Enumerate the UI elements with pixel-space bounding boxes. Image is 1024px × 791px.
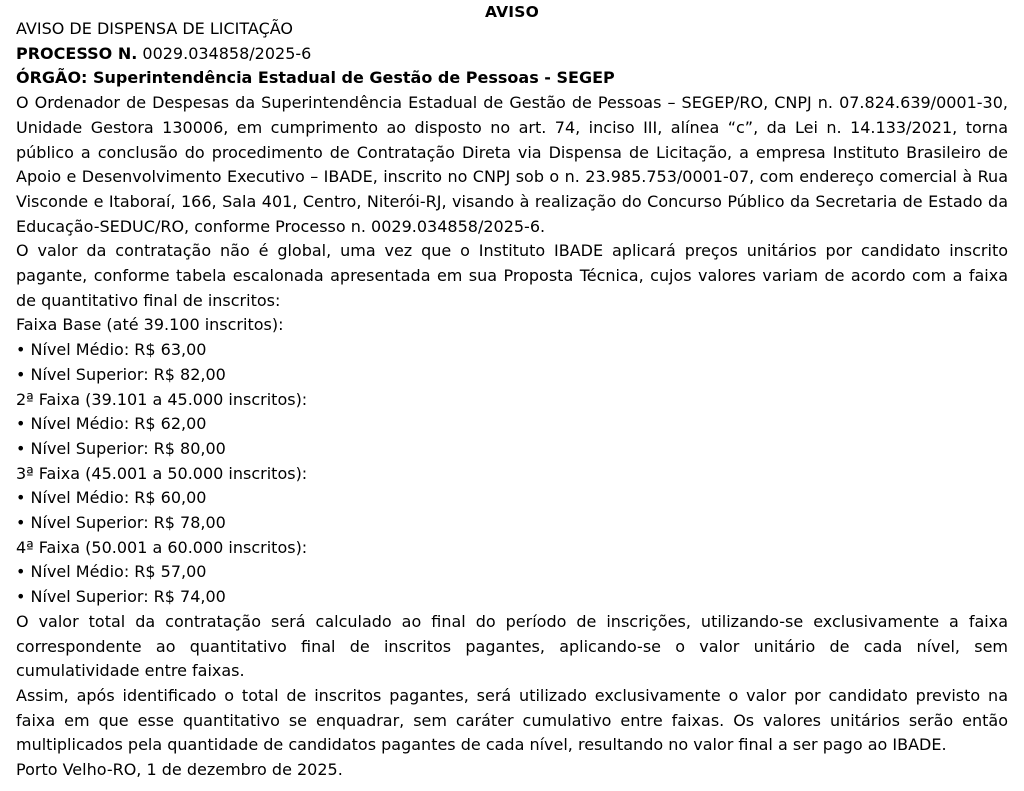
- tier-item-nivel-superior: • Nível Superior: R$ 82,00: [16, 364, 226, 384]
- tier-heading-faixa-4: 4ª Faixa (50.001 a 60.000 inscritos):: [16, 537, 308, 557]
- tier-item-nivel-superior: • Nível Superior: R$ 80,00: [16, 438, 226, 458]
- paragraph-criterio-faixa: Assim, após identificado o total de inscritos pagantes, será utilizado exclusivamente o valor por candidato previsto na faixa em que esse quantitativo se enquadrar, sem caráter cumulativo entre faixas. Os valores unitários serão então multiplicados pela quantidade de candidatos pagantes de cada nível, resultando no valor final a ser pago ao IBADE.: [16, 685, 1008, 755]
- paragraph-valor-total: O valor total da contratação será calculado ao final do período de inscrições, utilizando-se exclusivamente a faixa correspondente ao quantitativo final de inscritos pagantes, aplicando-se o valor unitário de cada nível, sem cumulatividade entre faixas.: [16, 611, 1008, 681]
- tier-item-nivel-medio: • Nível Médio: R$ 57,00: [16, 562, 207, 582]
- tier-heading-faixa-2: 2ª Faixa (39.101 a 45.000 inscritos):: [16, 389, 308, 409]
- processo-value: 0029.034858/2025-6: [137, 43, 312, 63]
- processo-label: PROCESSO N.: [16, 43, 138, 63]
- tier-item-nivel-superior: • Nível Superior: R$ 74,00: [16, 587, 226, 607]
- header-line-orgao: ÓRGÃO: Superintendência Estadual de Gestão de Pessoas - SEGEP: [16, 68, 615, 88]
- dateline: Porto Velho-RO, 1 de dezembro de 2025.: [16, 760, 343, 780]
- tier-item-nivel-medio: • Nível Médio: R$ 60,00: [16, 488, 207, 508]
- tier-heading-faixa-3: 3ª Faixa (45.001 a 50.000 inscritos):: [16, 463, 308, 483]
- tier-item-nivel-medio: • Nível Médio: R$ 63,00: [16, 340, 207, 360]
- header-line-processo: [16, 42, 1008, 67]
- tier-heading-faixa-base: Faixa Base (até 39.100 inscritos):: [16, 315, 284, 335]
- page-title: AVISO: [484, 3, 540, 17]
- tier-item-nivel-superior: • Nível Superior: R$ 78,00: [16, 513, 226, 533]
- paragraph-contratacao-direta: O Ordenador de Despesas da Superintendência Estadual de Gestão de Pessoas – SEGEP/RO, CNPJ n. 07.824.639/0001-30, Unidade Gestora 130006, em cumprimento ao disposto no art. 74, inciso III, alínea “c”, da Lei n. 14.133/2021, torna público a conclusão do procedimento de Contratação Direta via Dispensa de Licitação, a empresa Instituto Brasileiro de Apoio e Desenvolvimento Executivo – IBADE, inscrito no CNPJ sob o n. 23.985.753/0001-07, com endereço comercial à Rua Visconde e Itaboraí, 166, Sala 401, Centro, Niterói-RJ, visando à realização do Concurso Público da Secretaria de Estado da Educação-SEDUC/RO, conforme Processo n. 0029.034858/2025-6.: [16, 93, 1008, 236]
- paragraph-valor-nao-global: O valor da contratação não é global, uma vez que o Instituto IBADE aplicará preços unitários por candidato inscrito pagante, conforme tabela escalonada apresentada em sua Proposta Técnica, cujos valores variam de acordo com a faixa de quantitativo final de inscritos:: [16, 241, 1008, 310]
- tier-item-nivel-medio: • Nível Médio: R$ 62,00: [16, 414, 207, 434]
- header-line-aviso-dispensa: AVISO DE DISPENSA DE LICITAÇÃO: [16, 19, 294, 38]
